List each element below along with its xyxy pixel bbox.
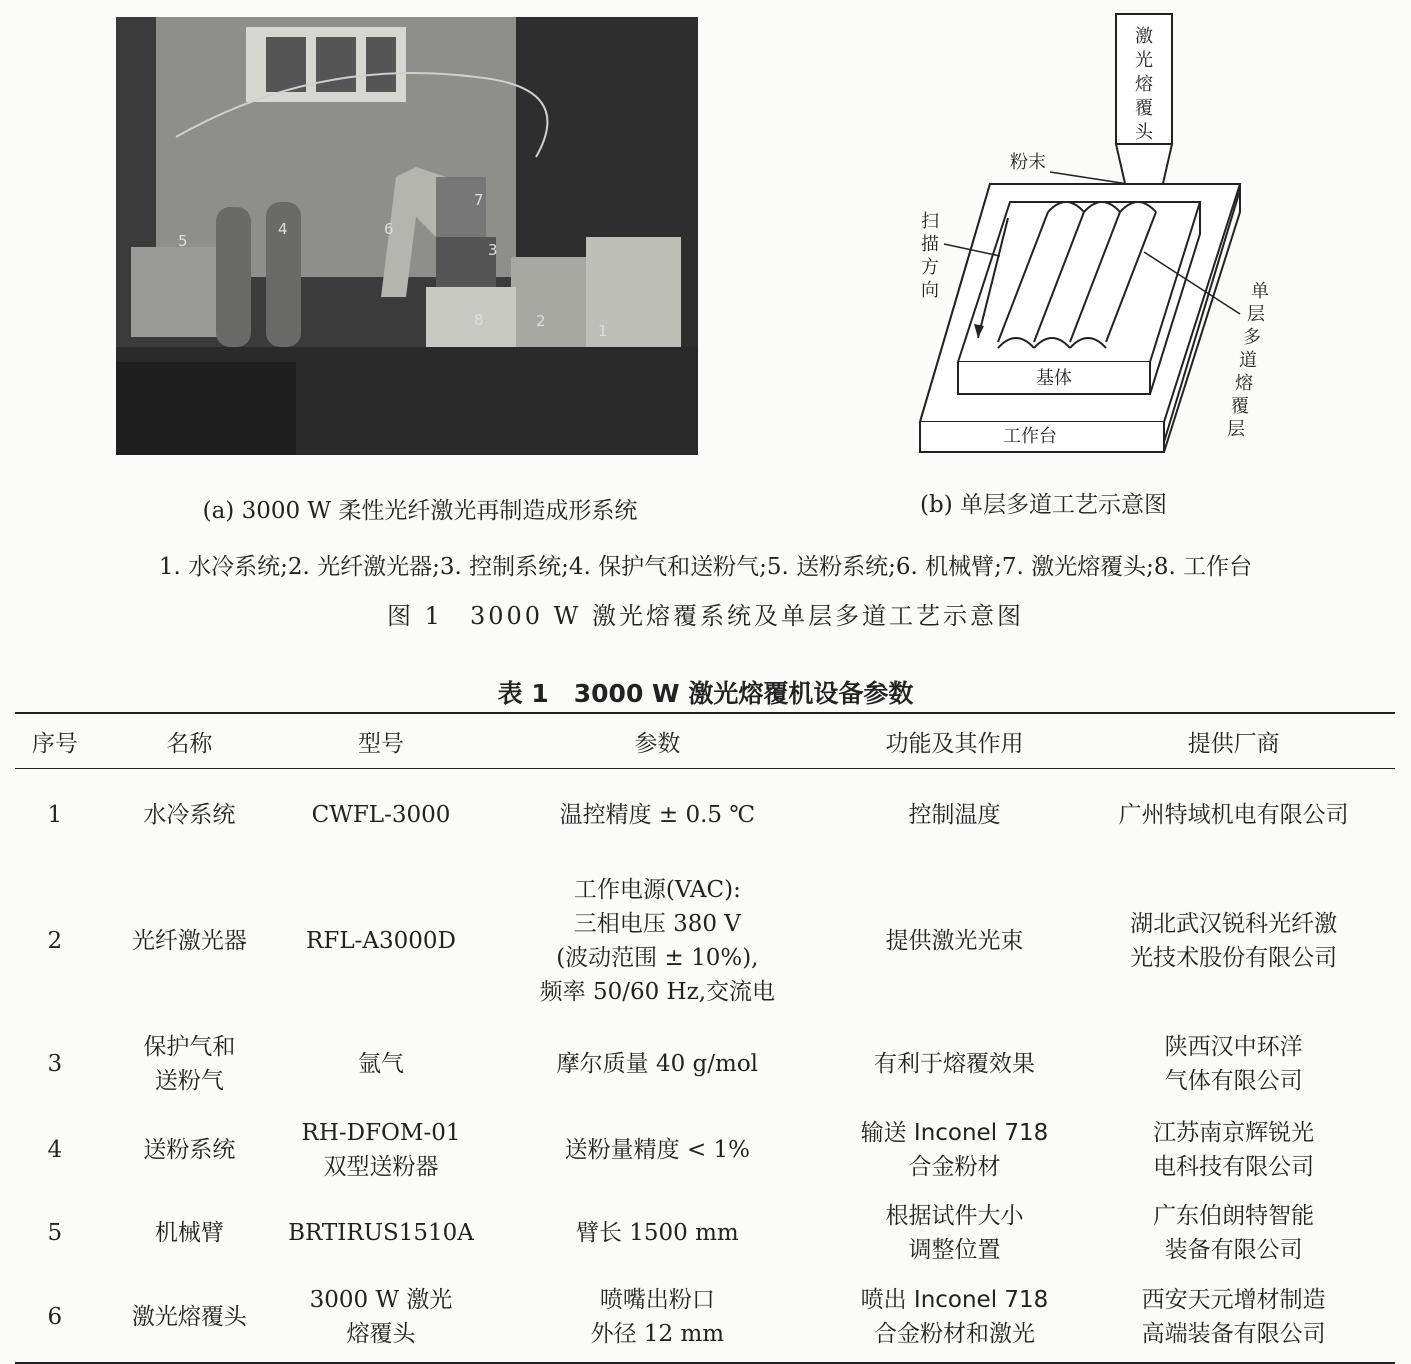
marker-8: 8 — [474, 311, 484, 329]
cell-param — [478, 769, 837, 861]
cell-no-line: 2 — [47, 927, 63, 954]
cell-no — [15, 861, 95, 1021]
cell-function-line: 合金粉材和激光 — [873, 1321, 1035, 1347]
laser-system-photo-illustration — [116, 17, 698, 455]
cell-name — [95, 1193, 284, 1273]
cell-model — [284, 1273, 478, 1363]
cell-vendor — [1072, 1107, 1395, 1193]
cell-function-line: 输送 Inconel 718 — [860, 1119, 1049, 1146]
cell-no — [15, 769, 95, 861]
table-row — [15, 1193, 1395, 1273]
cell-no — [15, 1021, 95, 1107]
header-function: 功能及其作用 — [885, 730, 1024, 757]
cell-name-line: 机械臂 — [154, 1219, 224, 1246]
cell-name-line: 光纤激光器 — [131, 927, 247, 954]
marker-3: 3 — [488, 241, 498, 259]
cell-name — [95, 1021, 284, 1107]
cell-model-line: BRTIRUS1510A — [288, 1219, 474, 1246]
cell-vendor-line: 湖北武汉锐科光纤激 — [1130, 910, 1338, 937]
process-diagram — [900, 12, 1300, 462]
layer-char-3: 道 — [1239, 350, 1257, 371]
cell-function — [837, 1107, 1072, 1193]
cell-vendor-line: 江苏南京辉锐光 — [1153, 1119, 1315, 1146]
cell-param — [478, 1107, 837, 1193]
cell-no — [15, 1107, 95, 1193]
cell-vendor — [1072, 769, 1395, 861]
cell-param-line: 工作电源(VAC): — [573, 876, 741, 903]
workbench-label: 工作台 — [1003, 426, 1057, 447]
header-param: 参数 — [634, 730, 681, 757]
layer-char-6: 层 — [1227, 419, 1245, 440]
header-vendor: 提供厂商 — [1187, 730, 1280, 757]
scan-char-2: 方 — [921, 257, 939, 278]
head-char-1: 光 — [1135, 50, 1153, 71]
header-no: 序号 — [31, 730, 78, 757]
cell-name-line: 送粉系统 — [143, 1136, 236, 1163]
cell-param — [478, 1021, 837, 1107]
powder-label: 粉末 — [1010, 152, 1046, 173]
cell-name-line: 激光熔覆头 — [131, 1304, 247, 1330]
cell-name — [95, 861, 284, 1021]
cell-param-line: (波动范围 ± 10%), — [556, 944, 759, 971]
table-row — [15, 769, 1395, 861]
cell-function-line: 提供激光光束 — [885, 927, 1024, 954]
cell-function-line: 有利于熔覆效果 — [873, 1050, 1035, 1077]
cell-no-line: 3 — [47, 1050, 63, 1077]
table-row — [15, 861, 1395, 1021]
equipment-table — [15, 712, 1395, 1364]
figure-title: 图 1 3000 W 激光熔覆系统及单层多道工艺示意图 — [387, 602, 1024, 630]
cell-param — [478, 1273, 837, 1363]
table-row — [15, 1273, 1395, 1363]
cell-model-line: RFL-A3000D — [306, 927, 456, 954]
laser-nozzle — [1116, 144, 1172, 188]
cell-no-line: 1 — [47, 801, 63, 828]
system-photo — [116, 17, 698, 455]
cell-model — [284, 1193, 478, 1273]
cell-param-line: 温控精度 ± 0.5 ℃ — [559, 801, 756, 828]
head-char-2: 熔 — [1135, 74, 1153, 95]
equipment-table-wrap — [15, 712, 1395, 1364]
marker-1: 1 — [598, 322, 608, 340]
layer-char-5: 覆 — [1231, 396, 1249, 417]
table-row — [15, 1021, 1395, 1107]
cell-no — [15, 1273, 95, 1363]
marker-4: 4 — [278, 220, 288, 238]
table-body — [15, 769, 1395, 1363]
table-row — [15, 1107, 1395, 1193]
cell-model-line: 熔覆头 — [346, 1321, 416, 1347]
cell-function — [837, 1021, 1072, 1107]
cell-function — [837, 861, 1072, 1021]
cell-vendor-line: 光技术股份有限公司 — [1130, 944, 1338, 971]
substrate-label: 基体 — [1036, 368, 1072, 389]
cell-no-line: 4 — [47, 1136, 63, 1163]
table-header-row — [15, 713, 1395, 769]
cell-name — [95, 769, 284, 861]
marker-5: 5 — [178, 232, 188, 250]
cell-param — [478, 1193, 837, 1273]
cell-function — [837, 769, 1072, 861]
cell-name-line: 保护气和 — [143, 1033, 236, 1060]
header-name: 名称 — [166, 730, 213, 757]
cell-model-line: RH-DFOM-01 — [301, 1119, 461, 1146]
cell-function-line: 合金粉材 — [908, 1153, 1001, 1180]
cell-vendor-line: 高端装备有限公司 — [1141, 1321, 1326, 1347]
cell-function-line: 控制温度 — [908, 801, 1001, 828]
cell-name — [95, 1107, 284, 1193]
cell-param — [478, 861, 837, 1021]
cell-vendor-line: 陕西汉中环洋 — [1164, 1033, 1303, 1060]
cell-no — [15, 1193, 95, 1273]
layer-char-2: 多 — [1243, 327, 1261, 348]
layer-char-4: 熔 — [1235, 373, 1253, 394]
header-model: 型号 — [358, 730, 404, 757]
cell-model — [284, 861, 478, 1021]
cell-vendor-line: 电科技有限公司 — [1153, 1153, 1315, 1180]
cell-model — [284, 1107, 478, 1193]
cell-model — [284, 769, 478, 861]
cell-vendor-line: 广州特域机电有限公司 — [1118, 801, 1349, 828]
cell-no-line: 5 — [47, 1219, 63, 1246]
cell-model — [284, 1021, 478, 1107]
caption-a: (a) 3000 W 柔性光纤激光再制造成形系统 — [202, 498, 638, 524]
table-title: 表 1 3000 W 激光熔覆机设备参数 — [497, 679, 914, 708]
cell-param-line: 送粉量精度 < 1% — [564, 1136, 751, 1163]
cell-no-line: 6 — [47, 1304, 63, 1330]
cell-function — [837, 1193, 1072, 1273]
head-char-0: 激 — [1135, 26, 1153, 47]
scan-char-1: 描 — [921, 234, 939, 255]
cell-param-line: 喷嘴出粉口 — [599, 1287, 715, 1313]
scan-char-3: 向 — [921, 280, 939, 301]
marker-2: 2 — [536, 312, 546, 330]
figure-legend: 1. 水冷系统;2. 光纤激光器;3. 控制系统;4. 保护气和送粉气;5. 送粉系统;6. 机械臂;7. 激光熔覆头;8. 工作台 — [158, 554, 1253, 580]
cell-param-line: 外径 12 mm — [590, 1321, 725, 1347]
marker-6: 6 — [384, 220, 394, 238]
cell-function-line: 喷出 Inconel 718 — [860, 1287, 1049, 1313]
head-char-3: 覆 — [1135, 98, 1153, 119]
scan-char-0: 扫 — [921, 211, 939, 232]
cell-vendor — [1072, 1193, 1395, 1273]
cell-param-line: 臂长 1500 mm — [575, 1219, 739, 1246]
cell-param-line: 三相电压 380 V — [573, 910, 741, 937]
cell-vendor-line: 装备有限公司 — [1164, 1236, 1303, 1263]
cell-function-line: 调整位置 — [908, 1236, 1001, 1263]
cell-name — [95, 1273, 284, 1363]
cell-vendor-line: 西安天元增材制造 — [1141, 1287, 1326, 1313]
cell-vendor-line: 广东伯朗特智能 — [1153, 1202, 1315, 1229]
cell-vendor — [1072, 861, 1395, 1021]
head-char-4: 头 — [1135, 122, 1153, 143]
layer-char-0: 单 — [1251, 281, 1269, 302]
marker-7: 7 — [474, 191, 484, 209]
cell-param-line: 摩尔质量 40 g/mol — [556, 1050, 759, 1077]
cell-model-line: 氩气 — [358, 1050, 404, 1077]
cell-vendor — [1072, 1273, 1395, 1363]
caption-b: (b) 单层多道工艺示意图 — [920, 492, 1167, 518]
cell-name-line: 送粉气 — [154, 1067, 224, 1094]
layer-char-1: 层 — [1247, 304, 1265, 325]
cell-name-line: 水冷系统 — [143, 801, 236, 828]
cell-model-line: CWFL-3000 — [311, 801, 451, 828]
cell-vendor-line: 气体有限公司 — [1164, 1067, 1303, 1094]
cell-model-line: 双型送粉器 — [323, 1153, 439, 1180]
cell-vendor — [1072, 1021, 1395, 1107]
cell-function — [837, 1273, 1072, 1363]
cell-param-line: 频率 50/60 Hz,交流电 — [539, 978, 776, 1005]
cell-model-line: 3000 W 激光 — [309, 1287, 453, 1313]
cell-function-line: 根据试件大小 — [885, 1202, 1024, 1229]
